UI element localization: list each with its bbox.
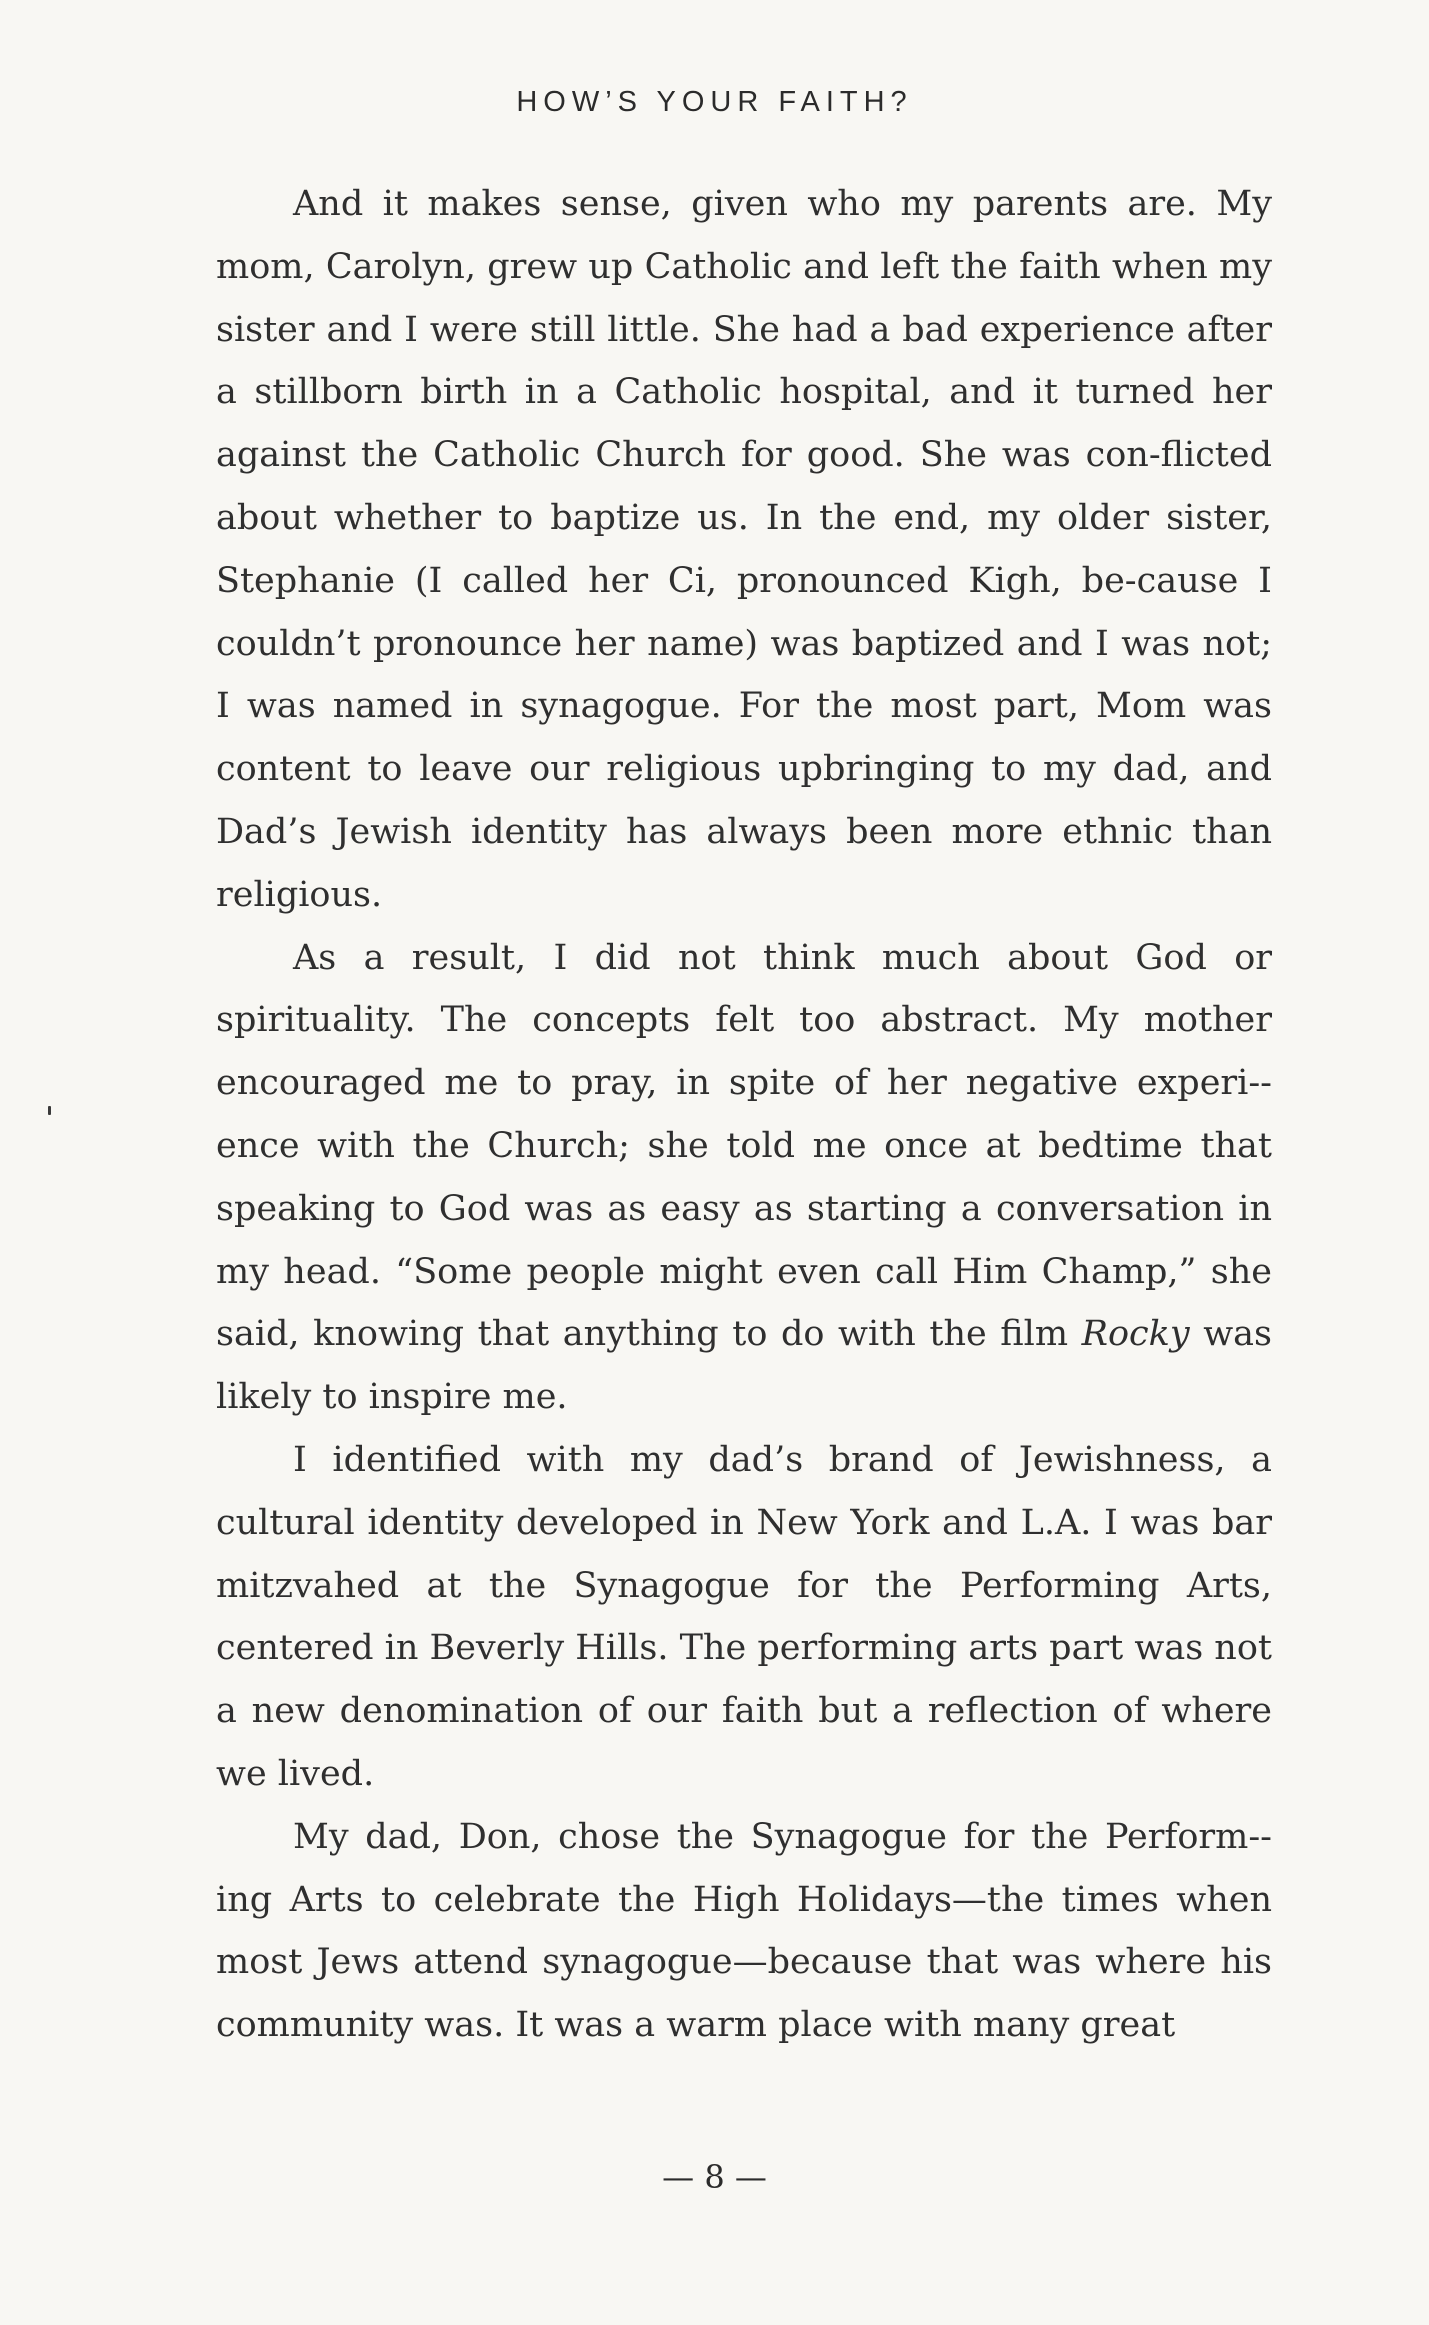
page-number: — 8 —: [662, 2158, 767, 2196]
paragraph-2-text: As a result, I did not think much about God or spirituality. The concepts felt too abstract. My mother encouraged me to pray, in spite of her negative experi-ence with the Church; she told me once at bedtime that speaking to God was as easy as starting a conversation in my head. “Some people might even call Him Champ,” she said, knowing that anything to do with the film: [216, 937, 1272, 1355]
running-head: HOW’S YOUR FAITH?: [516, 86, 913, 118]
paragraph-4: [216, 1806, 1272, 2057]
paragraph-3-text: I identified with my dad’s brand of Jewishness, a cultural identity developed in New York and L.A. I was bar mitzvahed at the Synagogue for the Performing Arts, centered in Beverly Hills. The performing arts part was not a new denomination of our faith but a reflection of where we lived.: [216, 1439, 1272, 1794]
body-text: [216, 173, 1272, 2057]
paragraph-1-text: And it makes sense, given who my parents are. My mom, Carolyn, grew up Catholic and left the faith when my sister and I were still little. She had a bad experience after a stillborn birth in a Catholic hospital, and it turned her against the Catholic Church for good. She was con-flicted about whether to baptize us. In the end, my older sister, Stephanie (I called her Ci, pronounced Kigh, be-cause I couldn’t pronounce her name) was baptized and I was not; I was named in synagogue. For the most part, Mom was content to leave our religious upbringing to my dad, and Dad’s Jewish identity has always been more ethnic than religious.: [216, 184, 1272, 915]
paragraph-1: [216, 173, 1272, 927]
film-title: Rocky: [1081, 1314, 1190, 1355]
paragraph-3: [216, 1429, 1272, 1806]
paragraph-2: [216, 927, 1272, 1429]
paragraph-2-text-end: was likely to inspire me.: [216, 1314, 1272, 1418]
paragraph-4-text: My dad, Don, chose the Synagogue for the Perform-ing Arts to celebrate the High Holidays—the times when most Jews attend synagogue—because that was where his community was. It was a warm place with many great: [216, 1816, 1272, 2046]
print-speck: [48, 1106, 51, 1115]
